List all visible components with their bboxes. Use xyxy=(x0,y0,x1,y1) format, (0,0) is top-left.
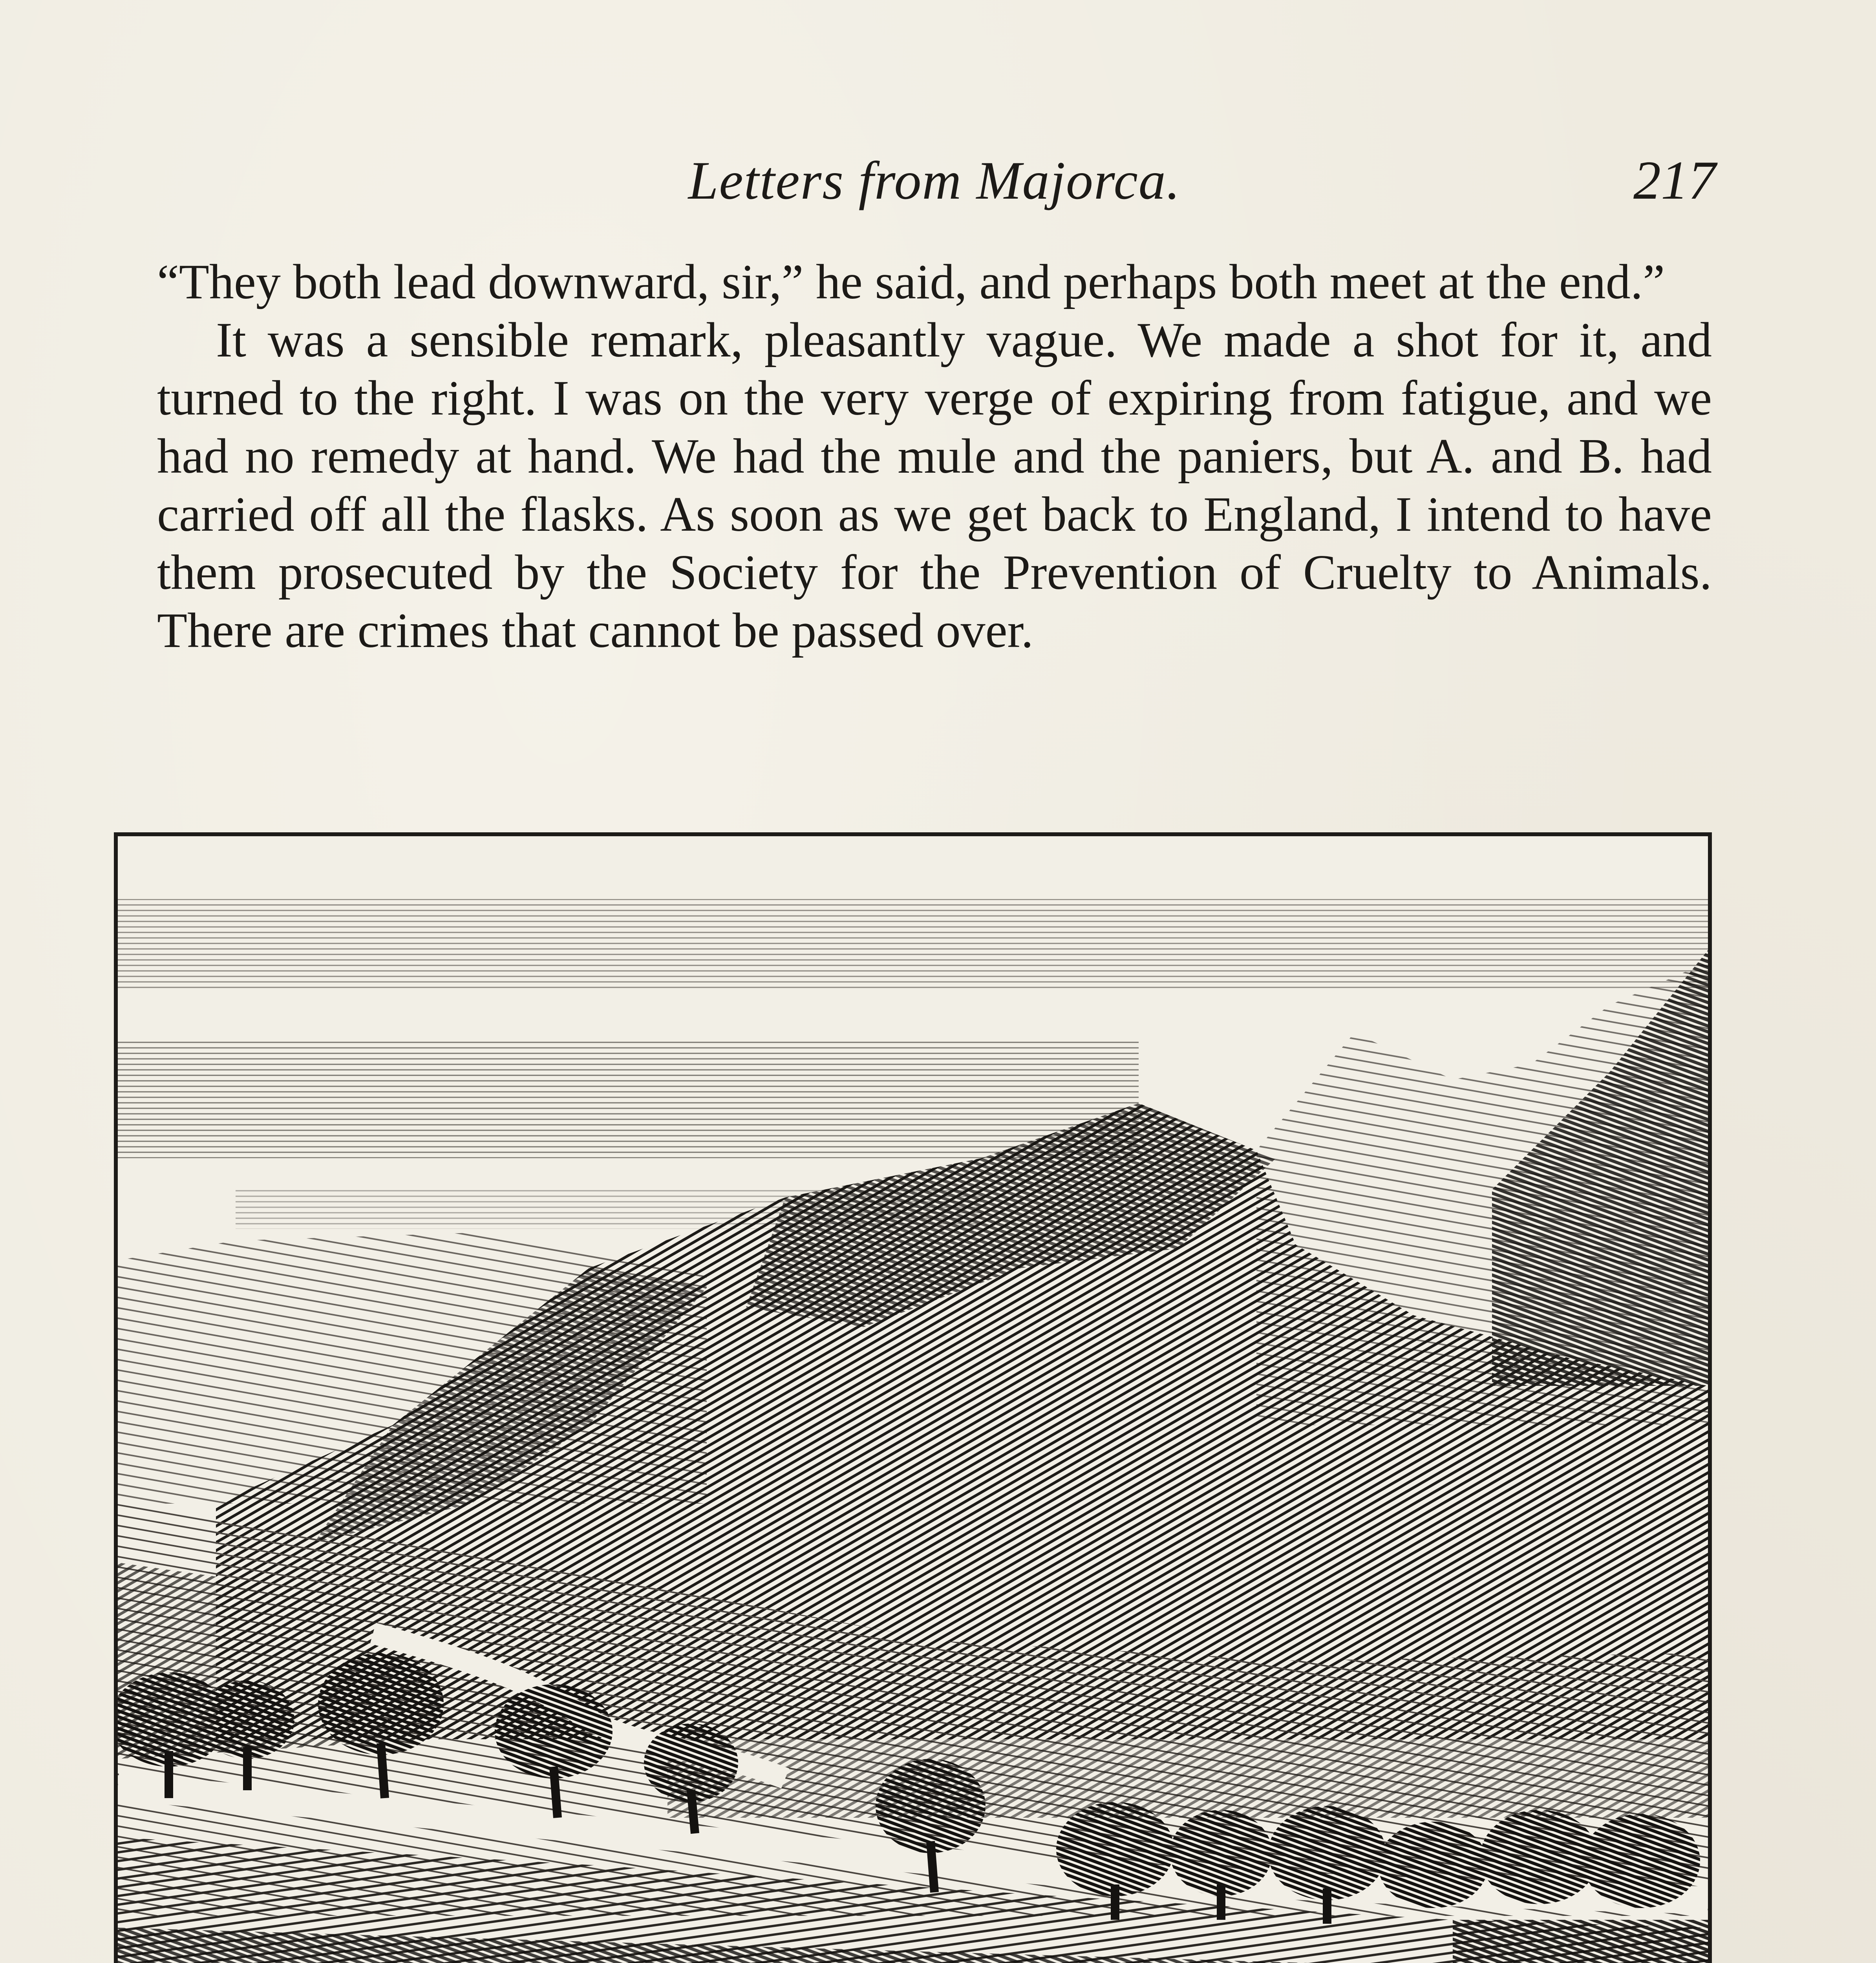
page-number: 217 xyxy=(1633,150,1716,211)
engraving-illustration xyxy=(114,832,1712,1963)
running-title: Letters from Majorca. xyxy=(688,150,1181,210)
upper-text-block xyxy=(157,253,1712,660)
paragraph-sensible-remark: It was a sensible remark, pleasantly vague. We made a shot for it, and turned to the right. I was on the very verge of expiring from fatigue, and we had no remedy at hand. We had the mule and the paniers, but A. and B. had carried off all the flasks. As soon as we get back to England, I intend to have them prosecuted by the Society for the Prevention of Cruelty to Animals. There are crimes that cannot be passed over. xyxy=(157,313,1712,658)
olive-trees-engraving xyxy=(118,836,1708,1963)
page-header xyxy=(153,141,1716,220)
paragraph-dialogue: “They both lead downward, sir,” he said, and perhaps both meet at the end.” xyxy=(157,255,1665,309)
